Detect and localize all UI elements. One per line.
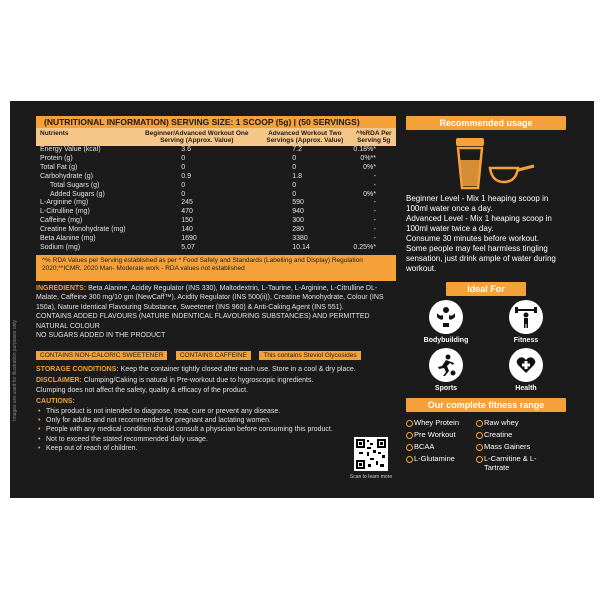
table-cell-rda: -: [373, 199, 376, 207]
disclaimer: [36, 376, 336, 395]
table-cell-name: Carbohydrate (g): [40, 172, 93, 180]
table-cell-name: Caffeine (mg): [40, 217, 83, 225]
list-item: • Only for adults and not recommended for pregnant and lactating women.: [46, 416, 336, 425]
ingredients-text: Beta Alanine, Acidity Regulator (INS 330), Maltodextrin, L-Taurine, L-Arginine, L-Citrulline DL-Malate, Caffeine 300 mg/10 gm (NewCaff™), Acidity Regulator (INS 500(ii)), Creatine Monohydrate, Colour (INS 150a), Nature Identical Flavouring Substance, Sweetener (INS 960) & Anti-Caking Agent (INS 551).: [36, 284, 384, 311]
ideal-bodybuilding: [416, 300, 476, 344]
health-icon: [509, 348, 543, 382]
list-item: • This product is not intended to diagnose, treat, cure or prevent any disease.: [46, 407, 336, 416]
side-note: Images are used for illustration purposes only: [12, 320, 18, 421]
sports-icon: [429, 348, 463, 382]
range-title: Our complete fitness range: [406, 398, 566, 412]
list-item: Creatine: [476, 430, 561, 439]
table-row: [36, 244, 396, 253]
storage-label: STORAGE CONDITIONS:: [36, 365, 119, 373]
table-cell-v1: 245: [181, 199, 193, 207]
table-cell-name: Total Fat (g): [40, 163, 78, 171]
table-cell-rda: -: [373, 181, 376, 189]
ideal-label: Health: [515, 385, 537, 392]
table-row: [36, 146, 396, 155]
nutrition-rows: [36, 146, 396, 253]
nutrition-header: (NUTRITIONAL INFORMATION) SERVING SIZE: 1 SCOOP (5g) | (50 SERVINGS): [36, 116, 396, 128]
table-cell-name: Energy Value (kcal): [40, 146, 101, 153]
usage-text: Beginner Level - Mix 1 heaping scoop in 100ml water once a day. Advanced Level - Mix 1 heaping scoop in 100ml water twice a day. Consume 30 minutes before workout. Some people may feel harmless tingling sensation, just drink ample of water during workout.: [406, 194, 556, 273]
disclaimer-label: DISCLAIMER:: [36, 377, 82, 385]
table-cell-v2: 590: [292, 199, 304, 207]
table-header-row: [36, 128, 396, 146]
table-row: [36, 191, 396, 200]
list-item: Pre Workout: [406, 430, 476, 439]
list-item: • People with any medical condition should consult a physician before consuming this product.: [46, 425, 336, 434]
left-column: [36, 116, 396, 453]
table-row: [36, 164, 396, 173]
flavour-note: CONTAINS ADDED FLAVOURS (NATURE INDENTICAL FLAVOURING SUBSTANCES) AND PERMITTED NATURAL COLOUR: [36, 313, 370, 330]
table-cell-v1: 140: [181, 226, 193, 234]
disclaimer-text: Clumping/Caking is natural in Pre-workout due to hygroscopic ingredients. Clumping does not affect the safety, quality & efficacy of the product.: [36, 377, 314, 394]
ideal-row-1: [406, 300, 566, 344]
ideal-health: [496, 348, 556, 392]
ideal-banner-wrap: [446, 282, 526, 296]
list-item: Mass Gainers: [476, 442, 561, 451]
ingredients: [36, 284, 396, 313]
sugar-note: NO SUGARS ADDED IN THE PRODUCT: [36, 332, 166, 340]
table-cell-rda: -: [373, 217, 376, 225]
ideal-label: Bodybuilding: [423, 337, 469, 344]
usage-illustration: [406, 130, 566, 194]
table-row: [36, 182, 396, 191]
fitness-icon: [509, 300, 543, 334]
table-row: [36, 199, 396, 208]
table-cell-rda: 0.25%*: [353, 243, 376, 251]
table-cell-name: Added Sugars (g): [50, 190, 105, 198]
bodybuilding-icon: [429, 300, 463, 334]
list-item: • Not to exceed the stated recommended daily usage.: [46, 435, 336, 444]
ideal-fitness: [496, 300, 556, 344]
list-item: • Keep out of reach of children.: [46, 444, 336, 453]
qr-label: Scan to learn more: [349, 474, 393, 480]
table-row: [36, 235, 396, 244]
table-cell-v1: 0: [181, 163, 186, 171]
table-row: [36, 217, 396, 226]
col-nutrients: Nutrients: [36, 128, 135, 146]
table-cell-v1: 5.07: [181, 243, 195, 251]
table-cell-v1: 470: [181, 208, 193, 216]
table-cell-rda: 0%**: [360, 154, 376, 162]
table-cell-rda: -: [373, 172, 376, 180]
cautions-label: CAUTIONS:: [36, 398, 75, 406]
list-item: Whey Protein: [406, 418, 476, 427]
table-cell-v1: 0: [181, 154, 186, 162]
table-cell-name: Creatine Monohydrate (mg): [40, 226, 126, 234]
table-row: [36, 173, 396, 182]
storage-text: Keep the container tightly closed after each use. Store in a cool & dry place.: [120, 365, 356, 373]
table-cell-v2: 0: [292, 190, 297, 198]
table-cell-name: Total Sugars (g): [50, 181, 100, 189]
col-two-servings: Advanced Workout Two Servings (Approx. Value): [258, 128, 351, 146]
table-cell-rda: 0%*: [363, 163, 376, 171]
ideal-label: Sports: [434, 385, 458, 392]
ideal-sports: [416, 348, 476, 392]
table-cell-v2: 0: [292, 163, 297, 171]
range-list: [406, 418, 566, 472]
table-cell-name: L-Citrulline (mg): [40, 208, 90, 216]
table-cell-v1: 0: [181, 181, 186, 189]
nutrition-table: [36, 128, 396, 253]
table-cell-name: Protein (g): [40, 154, 73, 162]
table-cell-v1: 3.6: [181, 146, 191, 153]
table-row: [36, 208, 396, 217]
pill-row: [36, 344, 396, 362]
table-cell-v2: 10.14: [292, 243, 310, 251]
table-cell-v2: 1.8: [292, 172, 302, 180]
table-row: [36, 226, 396, 235]
usage-title: Recommended usage: [406, 116, 566, 130]
list-item: BCAA: [406, 442, 476, 451]
table-cell-v2: 300: [292, 217, 304, 225]
ingredients-label: INGREDIENTS:: [36, 284, 87, 292]
table-cell-name: Sodium (mg): [40, 243, 81, 251]
table-cell-rda: 0%*: [363, 190, 376, 198]
storage: [36, 365, 396, 375]
table-cell-v1: 1690: [181, 235, 197, 243]
table-cell-v2: 3380: [292, 235, 308, 243]
pill-caffeine: CONTAINS CAFFEINE: [176, 351, 251, 360]
table-cell-v2: 0: [292, 181, 297, 189]
right-column: [406, 116, 566, 472]
qr-code-icon: [354, 437, 388, 471]
table-cell-v2: 940: [292, 208, 304, 216]
col-one-serving: Beginner/Advanced Workout One Serving (Approx. Value): [135, 128, 258, 146]
table-cell-name: Beta Alanine (mg): [40, 235, 96, 243]
cautions-list: [36, 407, 336, 453]
ideal-row-2: [406, 348, 566, 392]
pill-sweetener: CONTAINS NON-CALORIC SWEETENER: [36, 351, 167, 360]
list-item: L-Glutamine: [406, 454, 476, 472]
table-cell-rda: -: [373, 235, 376, 243]
list-item: Raw whey: [476, 418, 561, 427]
table-cell-rda: -: [373, 226, 376, 234]
col-rda: ^%RDA Per Serving 5g: [351, 128, 396, 146]
table-cell-v2: 7.2: [292, 146, 302, 153]
table-cell-v1: 150: [181, 217, 193, 225]
ideal-title: Ideal For: [446, 282, 526, 296]
table-cell-v2: 280: [292, 226, 304, 234]
shaker-scoop-icon: [406, 130, 566, 194]
list-item: L-Carnitine & L-Tartrate: [476, 454, 561, 472]
pill-steviol: This contains Steviol Glycosides: [259, 351, 360, 360]
table-cell-name: L-Arginine (mg): [40, 199, 89, 207]
table-cell-rda: 0.18%*: [353, 146, 376, 153]
table-cell-v1: 0: [181, 190, 186, 198]
table-cell-v2: 0: [292, 154, 297, 162]
table-row: [36, 155, 396, 164]
table-cell-rda: -: [373, 208, 376, 216]
rda-note: ^% RDA Values per Serving established as per * Food Safety and Standards (Labelling and Display) Regulation 2020;**ICMR, 2020 Man- Moderate work - RDA values not established: [36, 255, 396, 281]
qr-code[interactable]: [354, 437, 388, 471]
ideal-label: Fitness: [513, 337, 539, 344]
table-cell-v1: 0.9: [181, 172, 191, 180]
